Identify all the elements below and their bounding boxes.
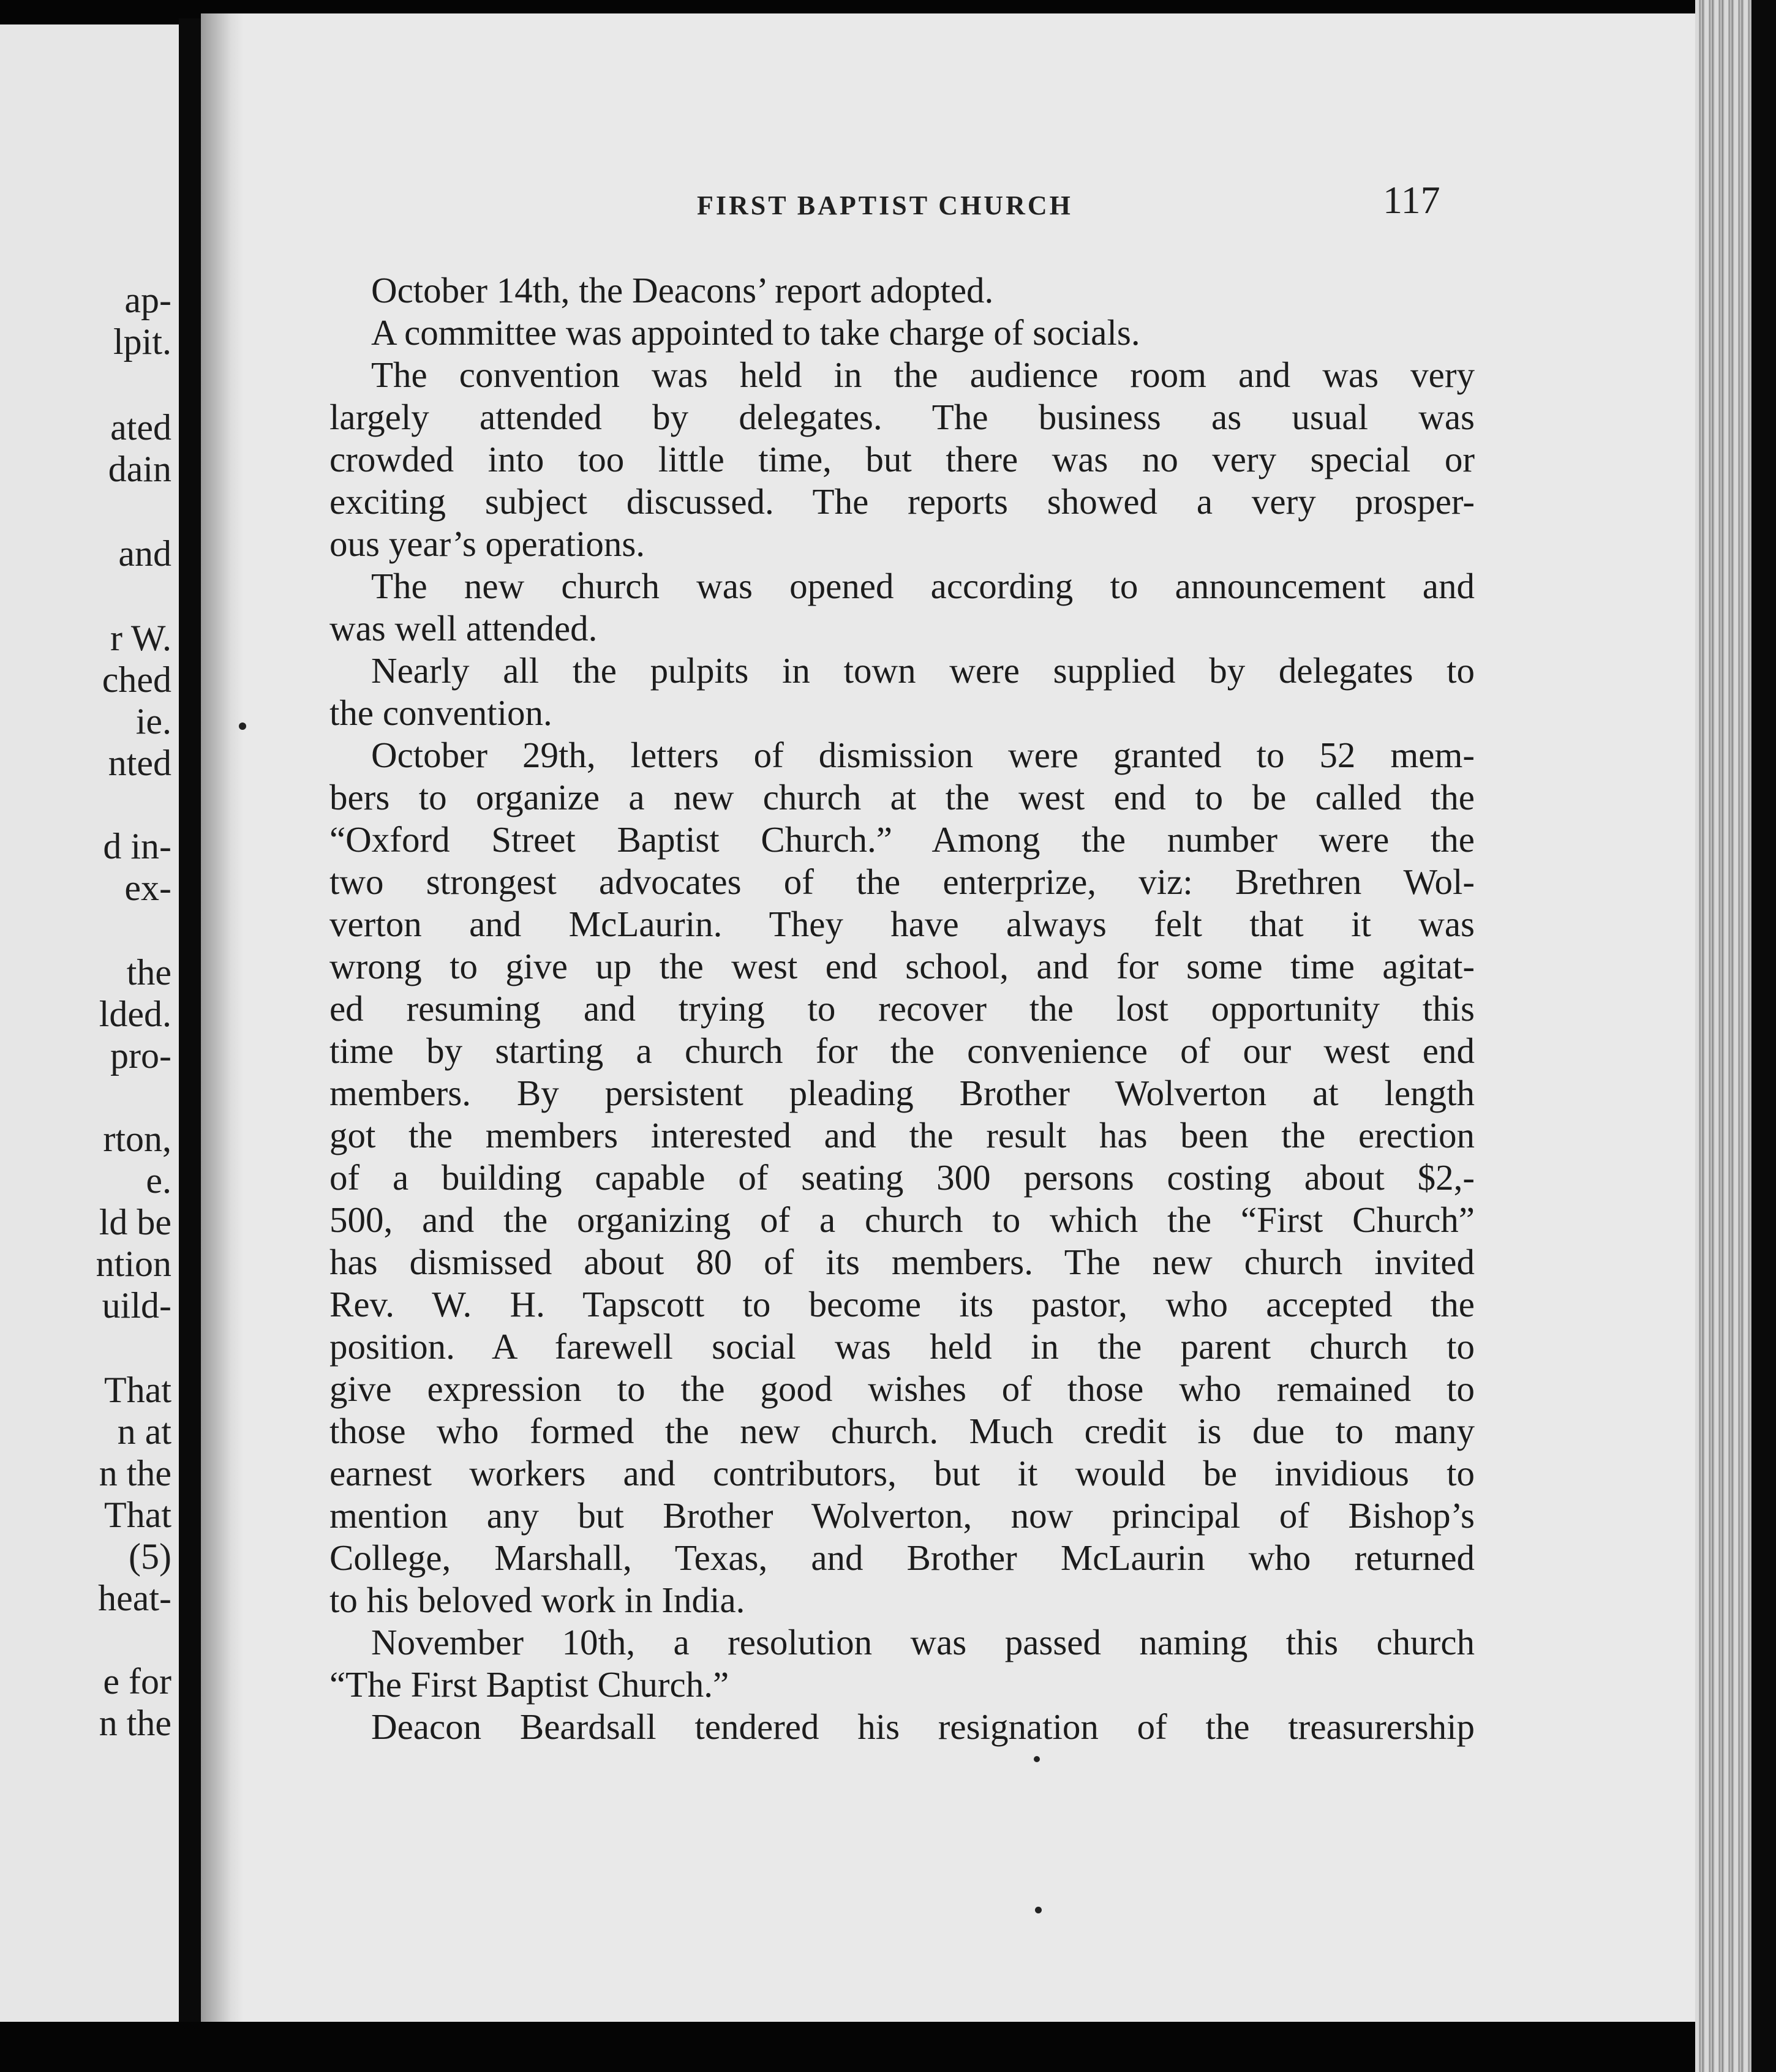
text-line: October 29th, letters of dismission were granted to 52 mem- xyxy=(371,735,1475,775)
previous-page-fragment xyxy=(0,24,179,2033)
left-page-line: and xyxy=(118,533,171,574)
text-line: has dismissed about 80 of its members. The new church invited xyxy=(329,1242,1475,1282)
left-page-line: nted xyxy=(108,743,171,783)
left-page-line: r W. xyxy=(110,618,171,658)
text-line: ed resuming and trying to recover the lost opportunity this xyxy=(329,988,1475,1029)
text-line: “The First Baptist Church.” xyxy=(329,1664,729,1705)
text-line: ous year’s operations. xyxy=(329,524,645,564)
text-line: October 14th, the Deacons’ report adopted. xyxy=(371,270,994,310)
text-line: verton and McLaurin. They have always felt that it was xyxy=(329,904,1475,944)
text-line: 500, and the organizing of a church to which the “First Church” xyxy=(329,1199,1475,1240)
page-number: 117 xyxy=(1383,178,1440,222)
text-line: The convention was held in the audience room and was very xyxy=(371,355,1475,395)
scan-border xyxy=(1752,0,1776,2072)
text-line: time by starting a church for the convenience of our west end xyxy=(329,1030,1475,1071)
ink-speck xyxy=(239,723,246,730)
left-page-line: d in- xyxy=(103,826,171,866)
text-line: November 10th, a resolution was passed naming this church xyxy=(371,1622,1475,1662)
left-page-line: ex- xyxy=(124,868,171,908)
text-line: Nearly all the pulpits in town were supplied by delegates to xyxy=(371,650,1475,691)
text-line: of a building capable of seating 300 persons costing about $2,- xyxy=(329,1157,1475,1198)
gutter-shadow xyxy=(201,13,244,2022)
left-page-line: heat- xyxy=(98,1578,171,1618)
left-page-line: the xyxy=(126,952,171,993)
left-page-line: uild- xyxy=(102,1285,171,1326)
text-line: earnest workers and contributors, but it would be invidious to xyxy=(329,1453,1475,1493)
text-line: members. By persistent pleading Brother Wolverton at length xyxy=(329,1073,1475,1113)
ink-speck xyxy=(1034,1756,1040,1762)
text-line: those who formed the new church. Much credit is due to many xyxy=(329,1411,1475,1451)
text-line: Deacon Beardsall tendered his resignation of the treasurership xyxy=(371,1706,1475,1747)
text-line: was well attended. xyxy=(329,608,598,648)
text-line: wrong to give up the west end school, and for some time agitat- xyxy=(329,946,1475,986)
left-page-line: ched xyxy=(102,659,171,700)
left-page-line: That xyxy=(104,1495,171,1535)
text-line: give expression to the good wishes of those who remained to xyxy=(329,1368,1475,1409)
left-page-line: That xyxy=(104,1370,171,1410)
left-page-line: ap- xyxy=(124,280,171,320)
book-page xyxy=(201,13,1695,2022)
text-line: mention any but Brother Wolverton, now principal of Bishop’s xyxy=(329,1495,1475,1536)
left-page-line: e. xyxy=(146,1160,171,1201)
text-line: A committee was appointed to take charge of socials. xyxy=(371,312,1140,353)
text-line: “Oxford Street Baptist Church.” Among the number were the xyxy=(329,819,1475,860)
left-page-line: ated xyxy=(110,407,171,448)
left-page-line: n the xyxy=(99,1703,171,1743)
left-page-line: dain xyxy=(108,449,171,489)
ink-speck xyxy=(1035,1907,1042,1913)
left-page-line: ld be xyxy=(99,1202,171,1242)
left-page-line: lpit. xyxy=(113,321,171,362)
text-line: two strongest advocates of the enterprize, viz: Brethren Wol- xyxy=(329,861,1475,902)
text-line: College, Marshall, Texas, and Brother McLaurin who returned xyxy=(329,1537,1475,1578)
left-page-line: n the xyxy=(99,1453,171,1493)
left-page-line: lded. xyxy=(99,994,171,1034)
left-page-line: ie. xyxy=(135,701,171,741)
text-line: Rev. W. H. Tapscott to become its pastor, who accepted the xyxy=(329,1284,1475,1324)
text-line: the convention. xyxy=(329,693,552,733)
text-line: position. A farewell social was held in the parent church to xyxy=(329,1326,1475,1367)
text-line: got the members interested and the result has been the erection xyxy=(329,1115,1475,1155)
running-title: FIRST BAPTIST CHURCH xyxy=(697,190,1073,220)
text-line: The new church was opened according to announcement and xyxy=(371,566,1475,606)
left-page-line: e for xyxy=(103,1661,171,1702)
text-line: exciting subject discussed. The reports showed a very prosper- xyxy=(329,481,1475,522)
text-line: to his beloved work in India. xyxy=(329,1580,745,1620)
text-line: crowded into too little time, but there was no very special or xyxy=(329,439,1475,479)
text-line: bers to organize a new church at the west end to be called the xyxy=(329,777,1475,817)
book-gutter xyxy=(179,18,201,2051)
text-line: largely attended by delegates. The business as usual was xyxy=(329,397,1475,437)
left-page-line: ntion xyxy=(96,1244,171,1284)
left-page-line: (5) xyxy=(129,1536,171,1577)
left-page-line: n at xyxy=(117,1411,171,1452)
scan-border-bottom xyxy=(0,2022,1695,2072)
left-page-line: pro- xyxy=(110,1035,171,1076)
body-text xyxy=(329,269,1475,1748)
left-page-line: rton, xyxy=(103,1119,171,1159)
